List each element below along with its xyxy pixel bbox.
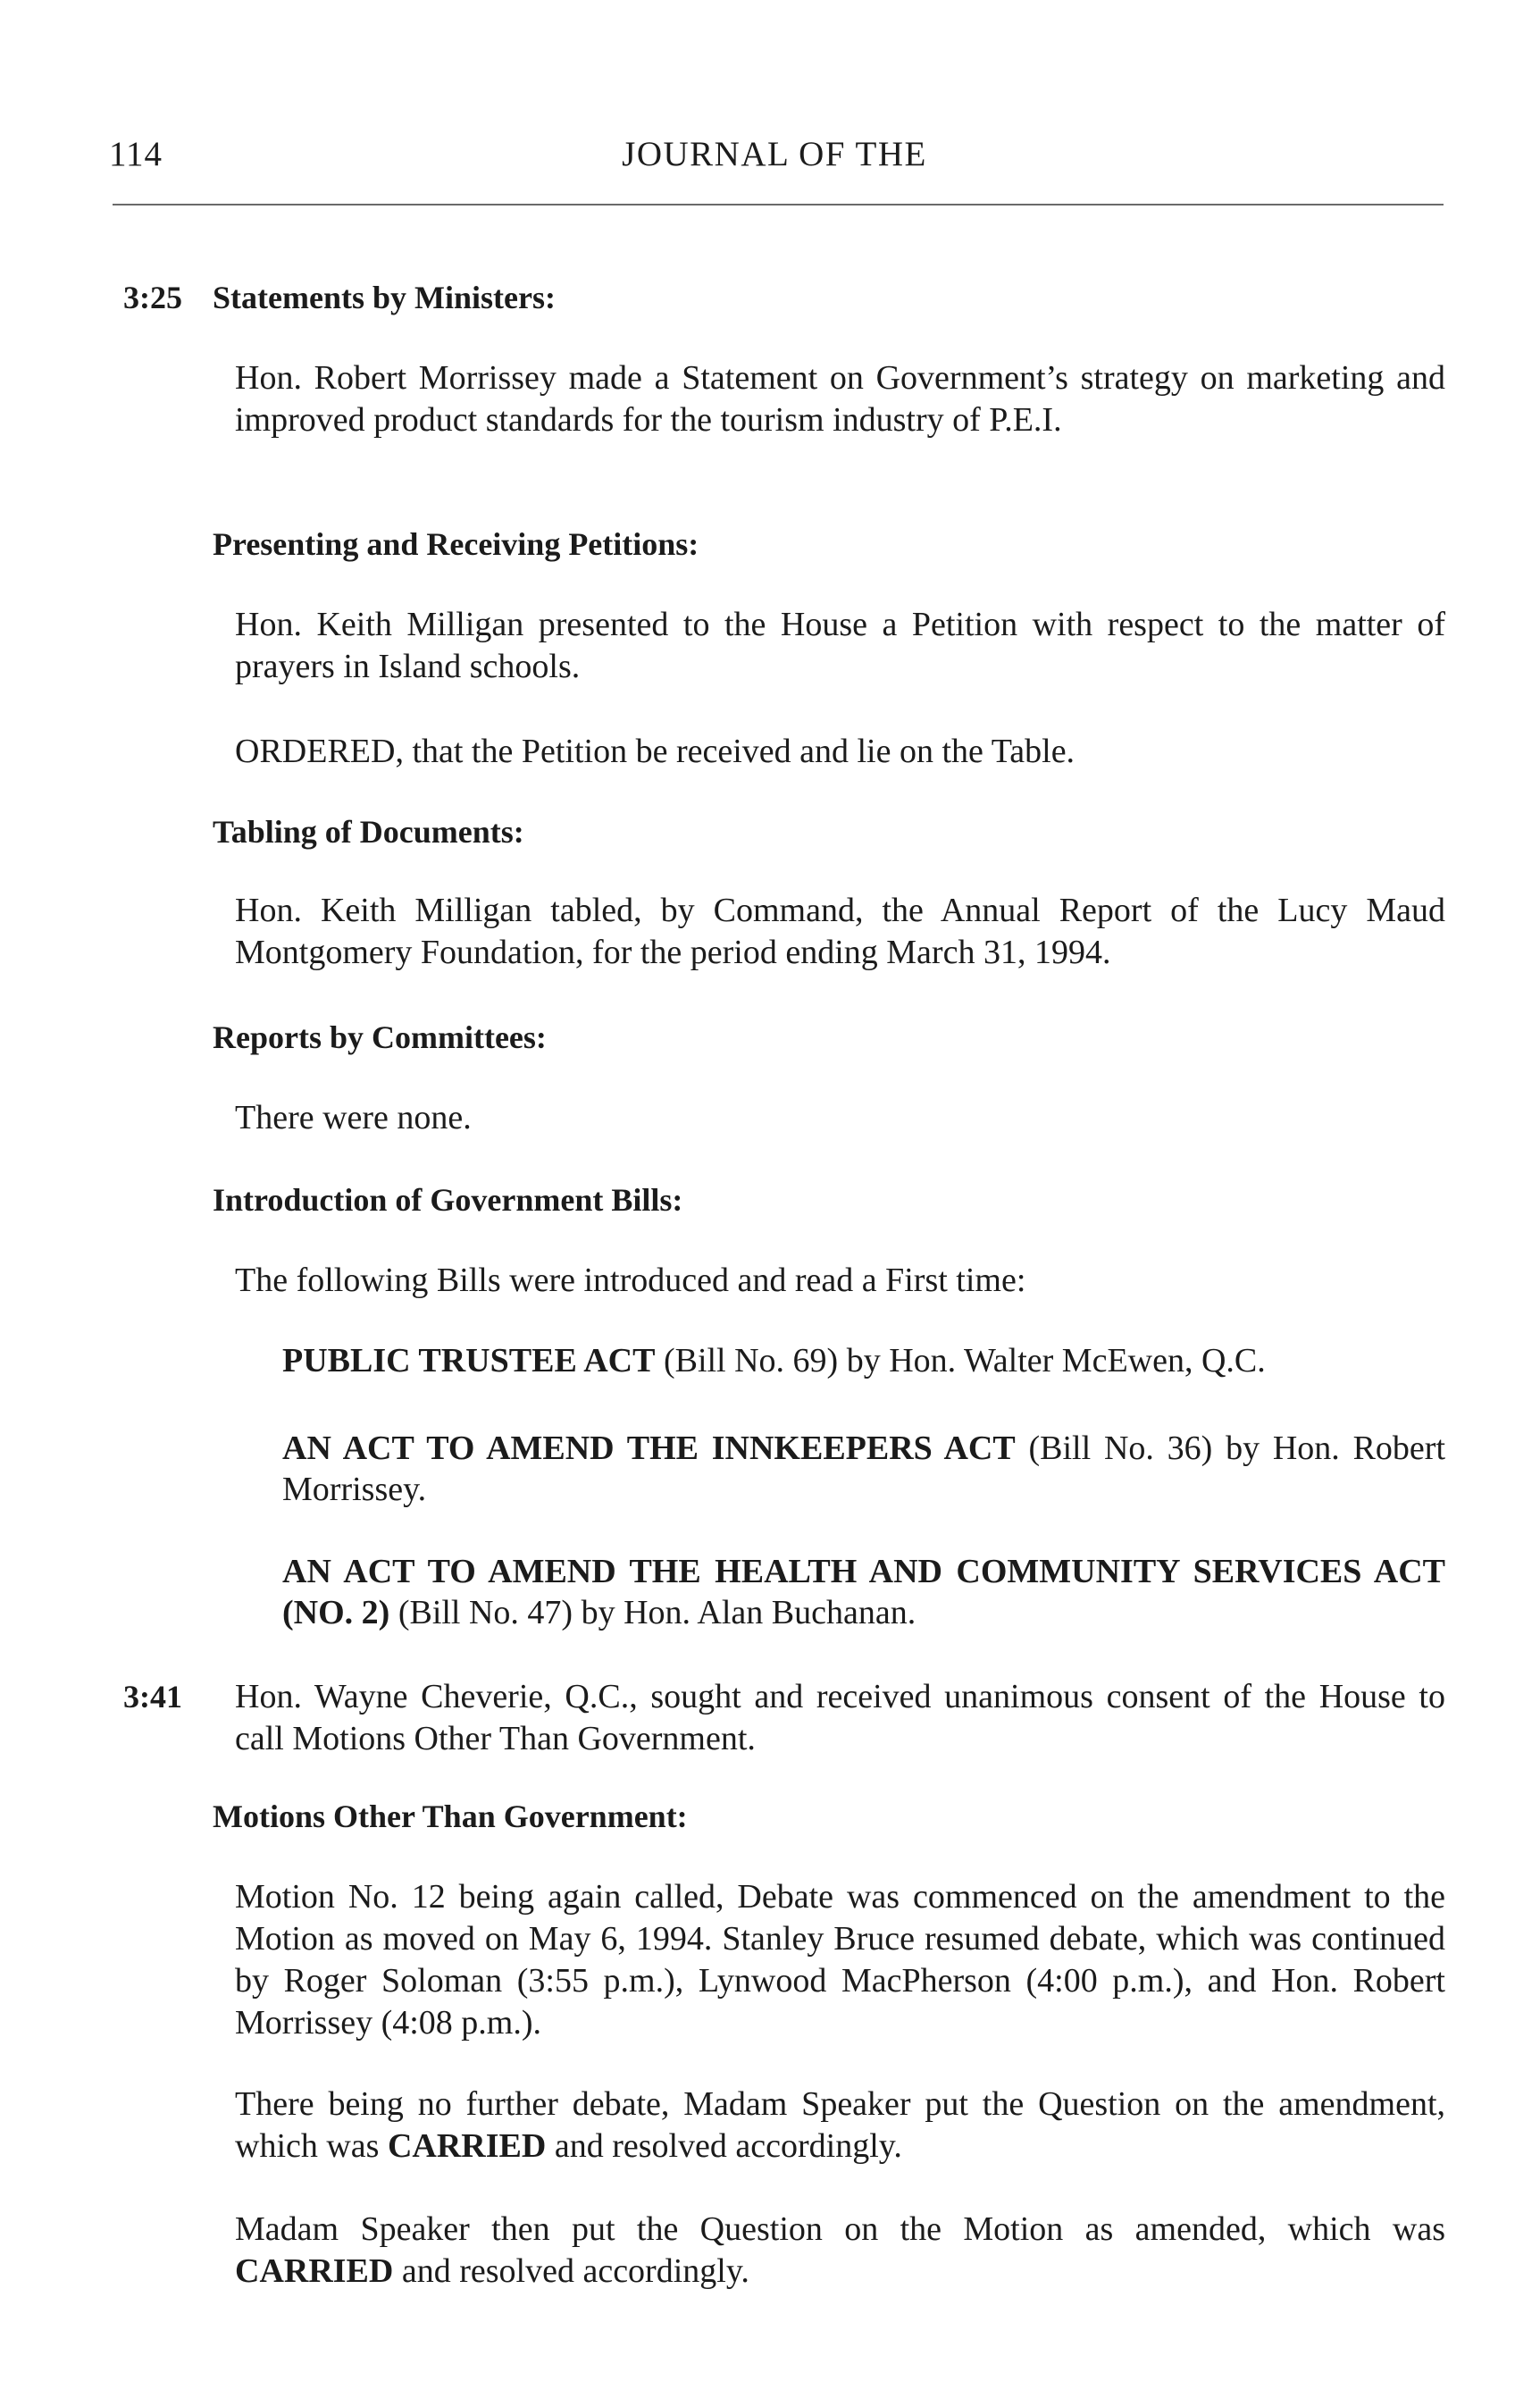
statement-paragraph: Hon. Robert Morrissey made a Statement on Government’s strategy on marketing and improved product standards for the tourism industry of P.E.I. xyxy=(235,359,1445,439)
result-text: and resolved accordingly. xyxy=(546,2127,902,2165)
bill-title: AN ACT TO AMEND THE INNKEEPERS ACT xyxy=(282,1430,1016,1467)
page-number: 114 xyxy=(109,135,163,173)
reports-paragraph: There were none. xyxy=(235,1099,472,1136)
time-stamp: 3:25 xyxy=(123,280,182,315)
bill-details: (Bill No. 36) by Hon. Robert Morrissey. xyxy=(282,1430,1446,1508)
journal-title: JOURNAL OF THE xyxy=(622,135,927,173)
carried-label: CARRIED xyxy=(387,2127,547,2165)
header-rule xyxy=(113,204,1444,205)
bill-item xyxy=(282,1428,1445,1510)
motion-result-paragraph xyxy=(235,2209,1445,2293)
section-heading-tabling: Tabling of Documents: xyxy=(213,814,524,850)
result-text: Madam Speaker then put the Question on the Motion as amended, which was xyxy=(235,2210,1445,2248)
bill-details: (Bill No. 69) by Hon. Walter McEwen, Q.C. xyxy=(655,1342,1266,1379)
consent-paragraph: Hon. Wayne Cheverie, Q.C., sought and received unanimous consent of the House to call Motions Other Than Government. xyxy=(235,1678,1445,1757)
bills-intro-paragraph: The following Bills were introduced and read a First time: xyxy=(235,1262,1026,1299)
section-heading-petitions: Presenting and Receiving Petitions: xyxy=(213,526,699,562)
petition-paragraph: Hon. Keith Milligan presented to the House a Petition with respect to the matter of prayers in Island schools. xyxy=(235,606,1445,685)
time-stamp: 3:41 xyxy=(123,1679,182,1715)
ordered-paragraph: ORDERED, that the Petition be received and lie on the Table. xyxy=(235,733,1075,770)
tabling-paragraph: Hon. Keith Milligan tabled, by Command, the Annual Report of the Lucy Maud Montgomery Foundation, for the period ending March 31, 1994. xyxy=(235,892,1445,971)
bill-title: PUBLIC TRUSTEE ACT xyxy=(282,1342,656,1379)
section-heading-statements: Statements by Ministers: xyxy=(213,280,556,315)
section-heading-motions: Motions Other Than Government: xyxy=(213,1798,688,1834)
bill-item xyxy=(282,1340,1445,1381)
bill-item xyxy=(282,1551,1445,1633)
result-text: There being no further debate, Madam Speaker put the Question on the amendment, which was xyxy=(235,2085,1445,2165)
amendment-result-paragraph xyxy=(235,2084,1445,2167)
carried-label: CARRIED xyxy=(235,2252,394,2290)
bill-title: AN ACT TO AMEND THE HEALTH AND COMMUNITY SERVICES ACT (NO. 2) xyxy=(282,1553,1445,1631)
running-head xyxy=(105,134,1444,188)
section-heading-bills: Introduction of Government Bills: xyxy=(213,1182,683,1218)
motion-debate-paragraph: Motion No. 12 being again called, Debate was commenced on the amendment to the Motion as moved on May 6, 1994. Stanley Bruce resumed debate, which was continued by Roger Soloman (3:55 p.m.), Lynwood MacPherson (4:00 p.m.), and Hon. Robert Morrissey (4:08 p.m.). xyxy=(235,1878,1445,2042)
bill-details: (Bill No. 47) by Hon. Alan Buchanan. xyxy=(389,1594,916,1631)
section-heading-reports: Reports by Committees: xyxy=(213,1019,547,1055)
result-text: and resolved accordingly. xyxy=(393,2252,749,2290)
